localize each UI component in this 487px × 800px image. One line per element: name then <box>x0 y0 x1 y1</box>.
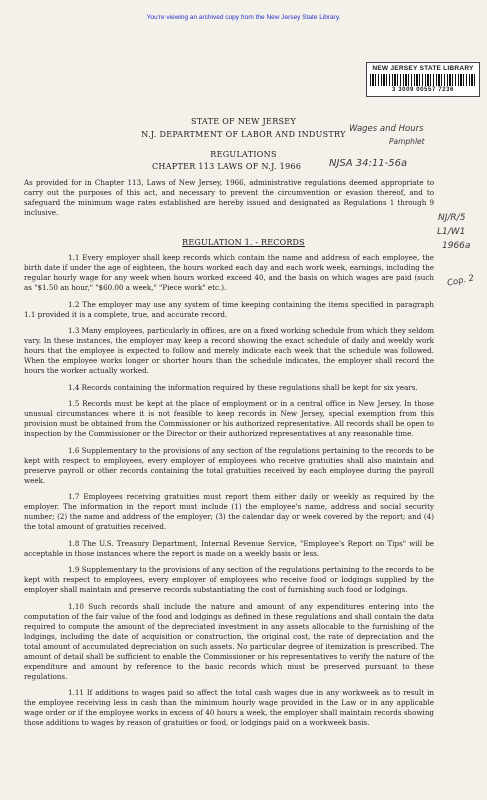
paragraph-1-7: 1.7 Employees receiving gratuities must report them either daily or weekly as required by the employer. The information in the report must include (1) the employee's name, address and social security number; (2) the name and address of the employer; (3) the calendar day or week covered by the report; and (4) the total amount of gratuities received. <box>24 492 434 531</box>
regulation-paragraphs <box>24 253 434 728</box>
archive-banner[interactable]: You're viewing an archived copy from the New Jersey State Library. <box>146 14 341 21</box>
paragraph-1-2: 1.2 The employer may use any system of time keeping containing the items specified in paragraph 1.1 provided it is a complete, true, and accurate record. <box>24 299 434 319</box>
intro-paragraph: As provided for in Chapter 113, Laws of New Jersey, 1966, administrative regulations deemed appropriate to carry out the purposes of this act, and necessary to prevent the circumvention or evasion thereof, and to safeguard the minimum wage rates established are hereby issued and designated as Regulations 1 through 9 inclusive. <box>24 178 434 217</box>
paragraph-1-3: 1.3 Many employees, particularly in offices, are on a fixed working schedule from which they seldom vary. In these instances, the employer may keep a record showing the exact schedule of daily and weekly work hours that the employee is expected to follow and merely indicate each week that the schedule was followed. When the employee works longer or shorter hours than the schedule indicates, the employer shall record the hours the worker actually worked. <box>24 326 434 375</box>
paragraph-1-5: 1.5 Records must be kept at the place of employment or in a central office in New Jersey. In those unusual circumstances where it is not feasible to keep records in New Jersey, special exemption from this provision must be obtained from the Commissioner or his authorized representative. All records shall be open to inspection by the Commissioner or the Director or their authorized representatives at any reasonable time. <box>24 399 434 438</box>
handwritten-wages-hours: Wages and Hours <box>349 124 424 134</box>
paragraph-1-8: 1.8 The U.S. Treasury Department, Internal Revenue Service, "Employee's Report on Tips" will be acceptable in those instances where the report is made on a weekly basis or less. <box>24 538 434 558</box>
handwritten-margin-note-3: 1966a <box>442 241 471 251</box>
header-regulations: REGULATIONS <box>210 150 277 159</box>
paragraph-1-4: 1.4 Records containing the information required by these regulations shall be kept for six years. <box>68 382 418 392</box>
paragraph-1-6: 1.6 Supplementary to the provisions of any section of the regulations pertaining to the records to be kept with respect to employees, every employer of employees who receive gratuities shall also maintain and preserve payroll or other records containing the total gratuities received by each employee during the payroll week. <box>24 445 434 485</box>
library-barcode-label <box>366 62 480 97</box>
header-chapter: CHAPTER 113 LAWS OF N.J. 1966 <box>152 162 302 171</box>
handwritten-margin-note-2: L1/W1 <box>437 227 466 237</box>
barcode-icon <box>370 74 476 86</box>
library-name: NEW JERSEY STATE LIBRARY <box>372 65 474 72</box>
paragraph-1-11: 1.11 If additions to wages paid so affect the total cash wages due in any workweek as to result in the employee receiving less in cash than the minimum hourly wage provided in the Law or in any applicable wage order or if the employee works in excess of 40 hours a week, the employer shall maintain records showing those additions to wages by reason of gratuities or food, or lodgings paid on a workweek basis. <box>24 688 434 727</box>
regulation-heading: REGULATION 1. - RECORDS <box>182 238 305 247</box>
header-state: STATE OF NEW JERSEY <box>190 117 297 126</box>
handwritten-pamphlet: Pamphlet <box>389 137 425 146</box>
paragraph-1-10: 1.10 Such records shall include the nature and amount of any expenditures entering into the computation of the fair value of the food and lodgings as defined in these regulations and shall contain the data required to compute the amount of the depreciated investment in any assets allocable to the furnishing of the lodgings, including the date of acquisition or construction, the original cost, the rate of depreciation and the total amount of accumulated depreciation on such assets. No particular degree of itemization is prescribed. The amount of detail shall be sufficient to enable the Commissioner or his representatives to verify the nature of the expenditure and amount by reference to the basic records which must be preserved pursuant to these regulations. <box>24 601 434 681</box>
library-barcode-number: 3 3009 00557 7236 <box>392 87 454 93</box>
paragraph-1-9: 1.9 Supplementary to the provisions of any section of the regulations pertaining to the records to be kept with respect to employees, every employer of employees who receive food or lodgings supplied by the employer shall maintain and preserve records substantiating the cost of furnishing such food or lodgings. <box>24 565 434 594</box>
paragraph-1-1: 1.1 Every employer shall keep records which contain the name and address of each employee, the birth date if under the age of eighteen, the hours worked each day and each work week, earnings, including the regular hourly wage for any week when hours worked exceed 40, and the basis on which wages are paid (such as "$1.50 an hour," "$60.00 a week," "Piece work" etc.). <box>24 253 434 292</box>
header-department: N.J. DEPARTMENT OF LABOR AND INDUSTRY <box>141 130 346 139</box>
handwritten-njsa: NJSA 34:11-56a <box>329 158 408 169</box>
handwritten-copy-note: Cop. 2 <box>446 273 476 289</box>
handwritten-margin-note-1: NJ/R/5 <box>438 213 466 223</box>
